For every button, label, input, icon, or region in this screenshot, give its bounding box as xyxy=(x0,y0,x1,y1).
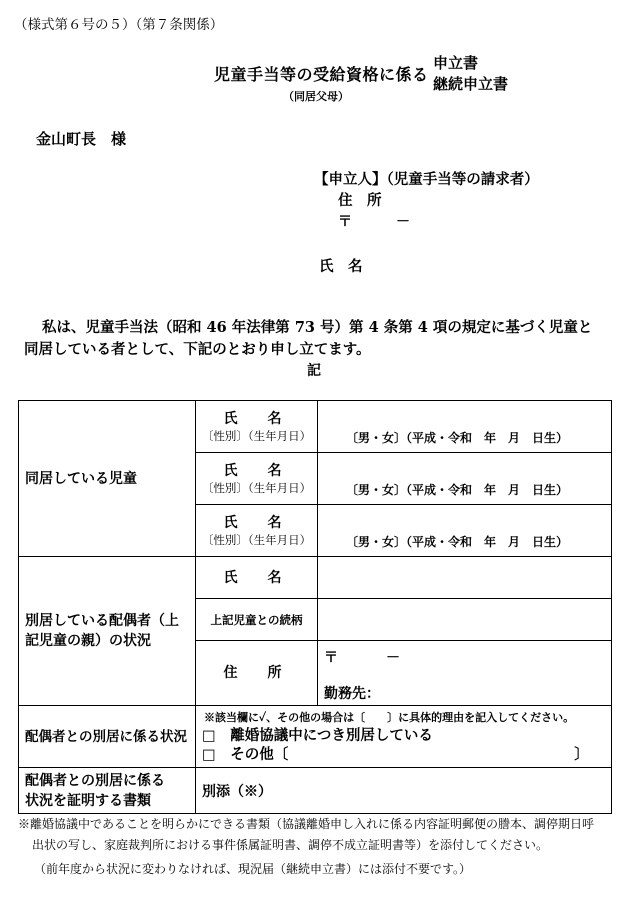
proof-value: 別添（※） xyxy=(196,768,612,814)
child-sub-label: 〔性別〕（生年月日） xyxy=(201,428,312,443)
separation-options xyxy=(196,706,612,768)
statement-line-1: 私は、児童手当法（昭和 46 年法律第 73 号）第 4 条第 4 項の規定に基づく児童と xyxy=(42,319,593,336)
title-option-continuation: 継続申立書 xyxy=(433,75,509,93)
declaration-table xyxy=(18,400,612,814)
applicant-address-label: 住 所 xyxy=(338,192,382,209)
spouse-postal-dash: － xyxy=(386,650,400,666)
spouse-name-label: 氏 名 xyxy=(223,569,290,586)
separation-label: 配偶者との別居に係る状況 xyxy=(19,706,196,768)
postal-dash: － xyxy=(396,214,410,230)
child-sub-label: 〔性別〕（生年月日） xyxy=(201,532,312,547)
child-gender-birth-field[interactable]: 〔男・女〕（平成・令和 年 月 日生） xyxy=(318,505,612,557)
ki-heading: 記 xyxy=(307,363,321,379)
child-name-label-cell xyxy=(196,453,318,505)
spouse-address-field[interactable] xyxy=(318,641,612,706)
applicant-name-label: 氏 名 xyxy=(319,258,363,275)
footnote-line-1: ※離婚協議中であることを明らかにできる書類（協議離婚申し入れに係る内容証明郵便の謄本、調停期日呼 xyxy=(18,817,595,831)
spouse-address-label: 住 所 xyxy=(223,665,290,681)
form-title: 児童手当等の受給資格に係る xyxy=(214,65,429,84)
proof-label-line-2: 状況を証明する書類 xyxy=(25,792,151,809)
spouse-name-field[interactable] xyxy=(318,557,612,599)
child-name-label: 氏 名 xyxy=(223,462,290,479)
child-sub-label: 〔性別〕（生年月日） xyxy=(201,480,312,495)
child-gender-birth-field[interactable]: 〔男・女〕（平成・令和 年 月 日生） xyxy=(318,401,612,453)
separation-option-other[interactable]: □ その他〔 〕 xyxy=(202,745,589,763)
spouse-postal-mark: 〒 xyxy=(324,650,338,666)
child-name-label-cell xyxy=(196,505,318,557)
child-gender-birth-field[interactable]: 〔男・女〕（平成・令和 年 月 日生） xyxy=(318,453,612,505)
child-name-label: 氏 名 xyxy=(223,514,290,531)
title-option-application: 申立書 xyxy=(433,54,479,72)
separation-option-divorce[interactable]: □ 離婚協議中につき別居している xyxy=(202,726,433,744)
child-name-label: 氏 名 xyxy=(223,410,290,427)
applicant-postal-code xyxy=(338,211,410,231)
spouse-label xyxy=(19,557,196,706)
form-subtitle: （同居父母） xyxy=(283,90,349,103)
child-name-label-cell xyxy=(196,401,318,453)
child-row xyxy=(19,401,612,453)
children-label: 同居している児童 xyxy=(19,401,196,557)
proof-label xyxy=(19,768,196,814)
form-number: （様式第６号の５）（第７条関係） xyxy=(14,17,224,33)
spouse-label-line-2: 記児童の親）の状況 xyxy=(25,633,151,649)
spouse-relation-label: 上記児童との続柄 xyxy=(196,599,318,641)
footnote-line-3: （前年度から状況に変わりなければ、現況届（継続申立書）には添付不要です。） xyxy=(34,862,472,876)
separation-note: ※該当欄に✓、その他の場合は〔 〕に具体的理由を記入してください。 xyxy=(204,710,575,724)
spouse-relation-field[interactable] xyxy=(318,599,612,641)
footnote-line-2: 出状の写し、家庭裁判所における事件係属証明書、調停不成立証明書等）を添付してください。 xyxy=(32,838,549,852)
postal-mark: 〒 xyxy=(338,214,352,230)
spouse-label-line-1: 別居している配偶者（上 xyxy=(25,613,179,629)
spouse-work-label: 勤務先： xyxy=(324,686,380,702)
proof-label-line-1: 配偶者との別居に係る xyxy=(25,772,165,789)
addressee: 金山町長 様 xyxy=(36,130,127,148)
statement-line-2: 同居している者として、下記のとおり申し立てます。 xyxy=(24,341,371,358)
applicant-heading: 【申立人】（児童手当等の請求者） xyxy=(314,171,539,188)
